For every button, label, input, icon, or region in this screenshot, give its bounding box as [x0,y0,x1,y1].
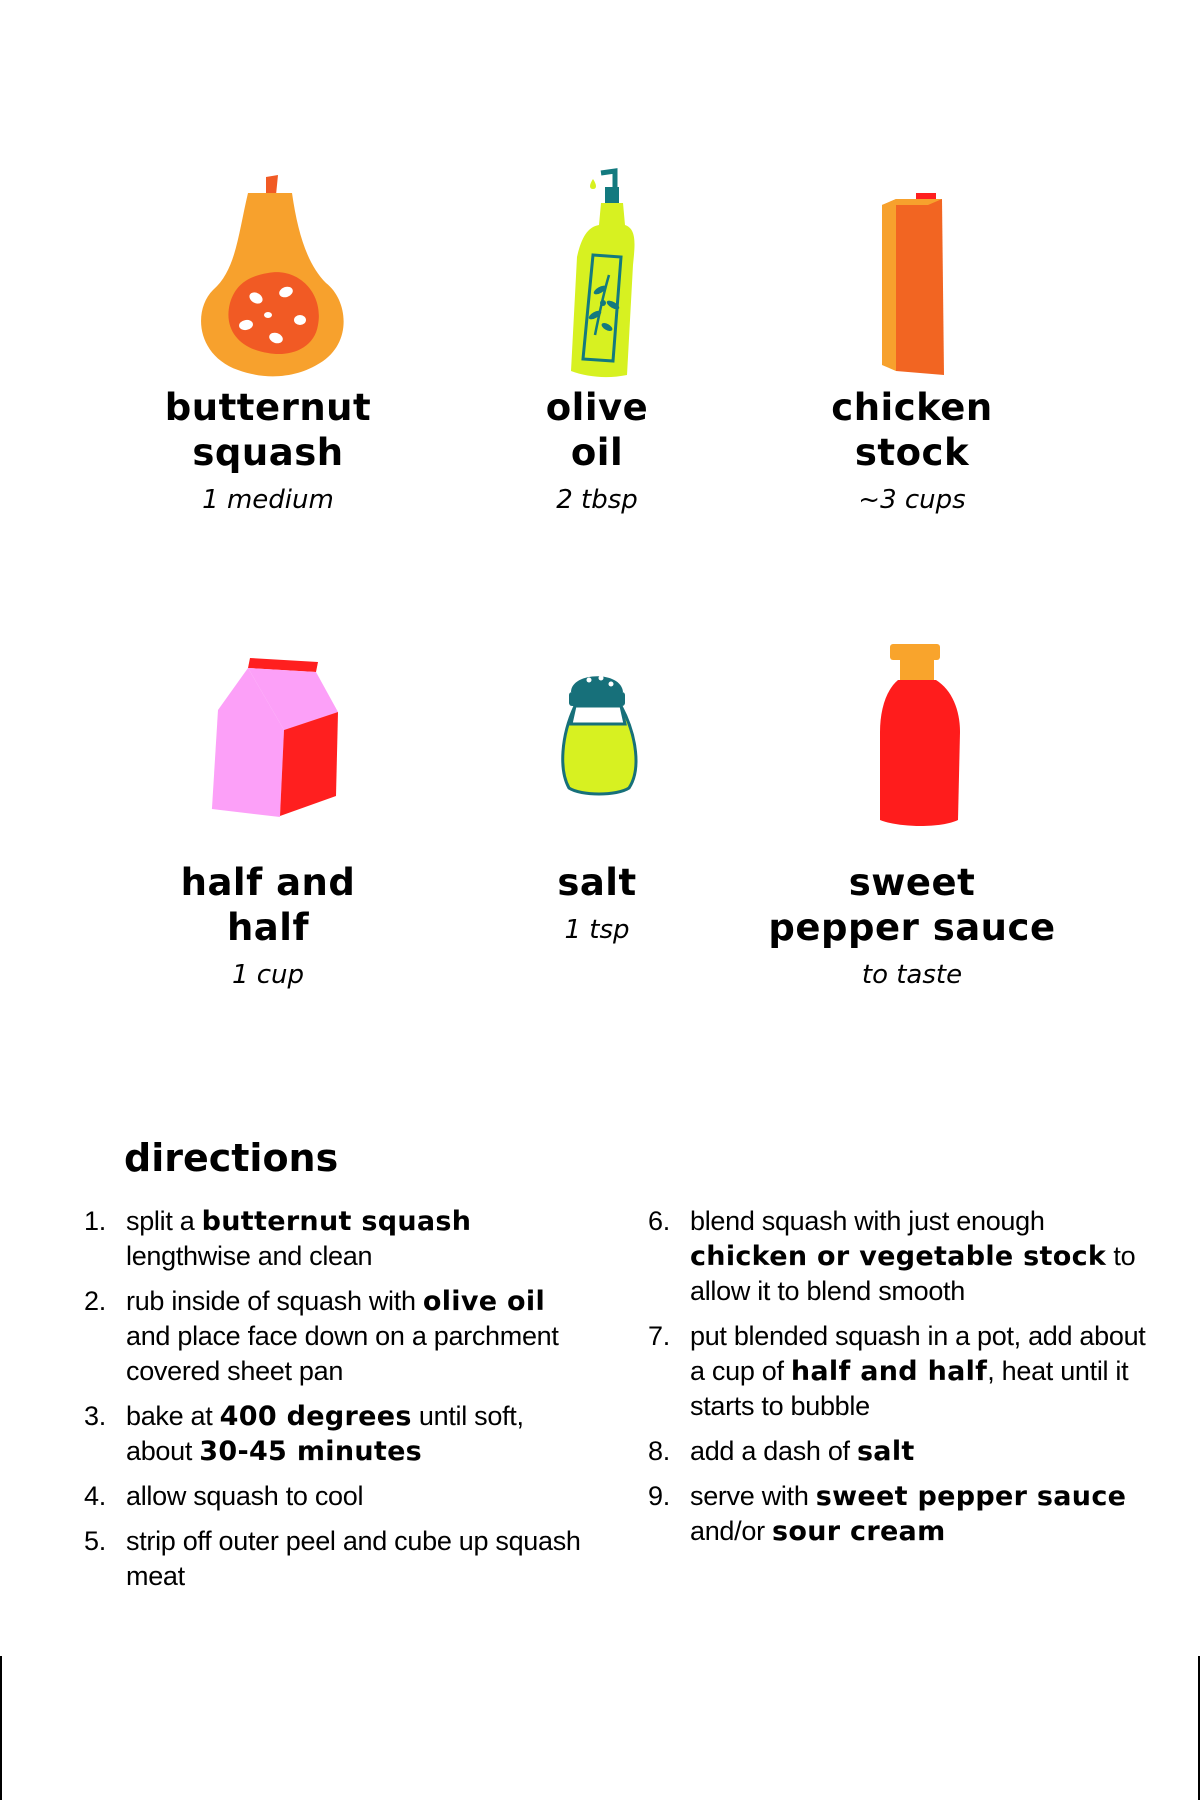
step-number: 1. [84,1206,106,1236]
olive-oil-bottle-icon [497,165,697,385]
salt-shaker-icon [497,640,697,860]
ingredient-quantity: 2 tbsp [556,485,638,515]
ingredient-name: olive oil [545,386,649,474]
butternut-squash-icon [168,165,368,385]
step-text: and place face down on a parchment covered sheet pan [126,1321,559,1386]
step-ingredient-highlight: 400 degrees [219,1401,412,1432]
step-ingredient-highlight: 30-45 minutes [199,1436,423,1467]
direction-step [84,1399,584,1469]
step-ingredient-highlight: chicken or vegetable stock [690,1241,1107,1272]
step-text: until soft, about [126,1401,524,1466]
step-number: 7. [648,1321,670,1351]
step-text: blend squash with just enough [690,1206,1045,1236]
step-text: lengthwise and clean [126,1241,373,1271]
ingredient-name: chicken stock [831,386,993,474]
step-text: put blended squash in a pot, add about a cup of [690,1321,1146,1386]
ingredient-sweet-pepper-sauce [752,640,1072,992]
step-number: 8. [648,1436,670,1466]
step-ingredient-highlight: sweet pepper sauce [815,1481,1127,1512]
ingredient-name: salt [557,861,637,904]
direction-step [648,1434,1148,1469]
ingredient-quantity: 1 cup [231,960,305,990]
ingredient-quantity: to taste [861,960,963,990]
direction-step [84,1479,584,1514]
ingredient-butternut-squash [108,165,428,517]
ingredient-name: half and half [180,861,356,949]
step-text: strip off outer peel and cube up squash meat [126,1526,581,1591]
step-text: bake at [126,1401,220,1431]
ingredient-quantity: 1 medium [202,485,334,515]
page-edge-left [0,1656,2,1800]
step-ingredient-highlight: olive oil [422,1286,546,1317]
step-number: 9. [648,1481,670,1511]
sauce-bottle-icon [812,640,1012,860]
step-number: 4. [84,1481,106,1511]
direction-step [648,1204,1148,1309]
step-text: and/or [690,1516,772,1546]
direction-step [84,1204,584,1274]
direction-step [648,1479,1148,1549]
step-text: allow squash to cool [126,1481,364,1511]
ingredient-quantity: 1 tsp [564,915,630,945]
step-ingredient-highlight: salt [856,1436,915,1467]
directions-list-right [648,1204,1148,1559]
ingredient-chicken-stock [752,165,1072,517]
ingredient-name: sweet pepper sauce [768,861,1056,949]
direction-step [84,1284,584,1389]
step-text: , heat until it starts to bubble [690,1356,1129,1421]
step-text: add a dash of [690,1436,857,1466]
step-number: 5. [84,1526,106,1556]
step-text: serve with [690,1481,816,1511]
step-number: 3. [84,1401,106,1431]
ingredient-quantity: ~3 cups [858,485,966,515]
ingredient-olive-oil [437,165,757,517]
ingredient-half-and-half [108,640,428,992]
directions-list-left [84,1204,584,1604]
step-number: 2. [84,1286,106,1316]
step-number: 6. [648,1206,670,1236]
direction-step [648,1319,1148,1424]
step-ingredient-highlight: half and half [790,1356,988,1387]
step-ingredient-highlight: butternut squash [201,1206,472,1237]
stock-carton-icon [812,165,1012,385]
step-ingredient-highlight: sour cream [771,1516,946,1547]
direction-step [84,1524,584,1594]
ingredient-salt [437,640,757,947]
step-text: rub inside of squash with [126,1286,423,1316]
ingredient-name: butternut squash [164,386,372,474]
directions-heading: directions [124,1136,339,1180]
milk-carton-icon [168,640,368,860]
step-text: split a [126,1206,202,1236]
step-text: to allow it to blend smooth [690,1241,1136,1306]
